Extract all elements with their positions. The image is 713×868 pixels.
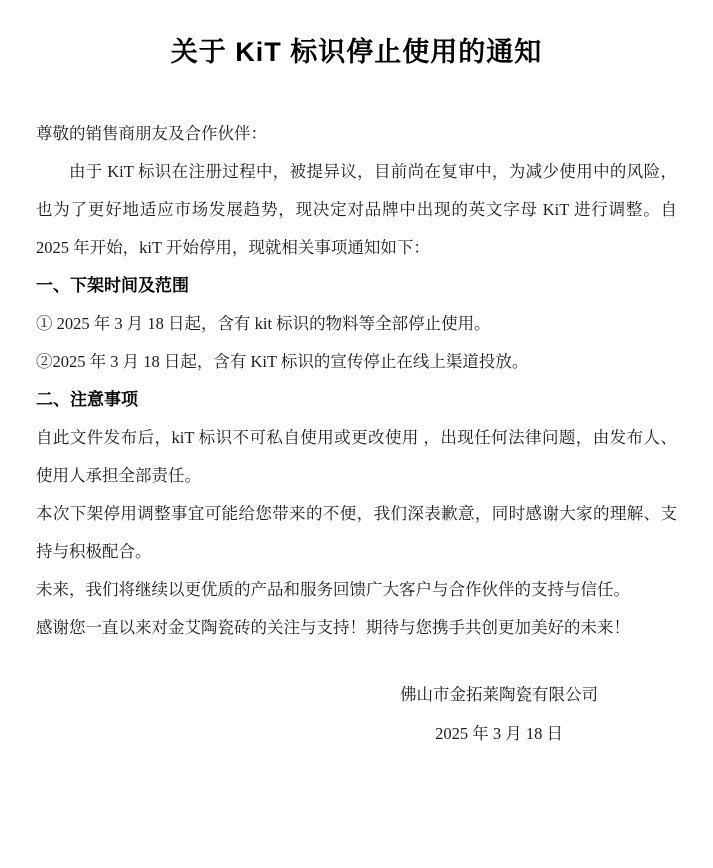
intro-paragraph: 由于 KiT 标识在注册过程中，被提异议，目前尚在复审中，为减少使用中的风险，也为了更好地适应市场发展趋势，现决定对品牌中出现的英文字母 KiT 进行调整。自 2025 年开始，kiT 开始停用，现就相关事项通知如下： [36,162,677,257]
section2-paragraph-thanks: 感谢您一直以来对金艾陶瓷砖的关注与支持！期待与您携手共创更加美好的未来！ [36,618,630,637]
notice-page [0,33,713,868]
signature-block [369,675,629,753]
company-name: 佛山市金拓莱陶瓷有限公司 [400,685,598,704]
section1-item-1: ① 2025 年 3 月 18 日起，含有 kit 标识的物料等全部停止使用。 [36,314,491,333]
section1-heading: 一、下架时间及范围 [36,276,189,295]
section2-paragraph-liability: 自此文件发布后，kiT 标识不可私自使用或更改使用 ，出现任何法律问题，由发布人、使用人承担全部责任。 [36,428,677,485]
section2-heading: 二、注意事项 [36,390,138,409]
greeting-line: 尊敬的销售商朋友及合作伙伴： [36,124,267,143]
notice-body [0,115,713,743]
notice-date: 2025 年 3 月 18 日 [435,724,563,743]
section2-paragraph-future: 未来，我们将继续以更优质的产品和服务回馈广大客户与合作伙伴的支持与信任。 [36,580,630,599]
notice-title: 关于 KiT 标识停止使用的通知 [170,37,543,67]
section2-paragraph-apology: 本次下架停用调整事宜可能给您带来的不便，我们深表歉意，同时感谢大家的理解、支持与积极配合。 [36,504,677,561]
section1-item-2: ②2025 年 3 月 18 日起，含有 KiT 标识的宣传停止在线上渠道投放。 [36,352,529,371]
